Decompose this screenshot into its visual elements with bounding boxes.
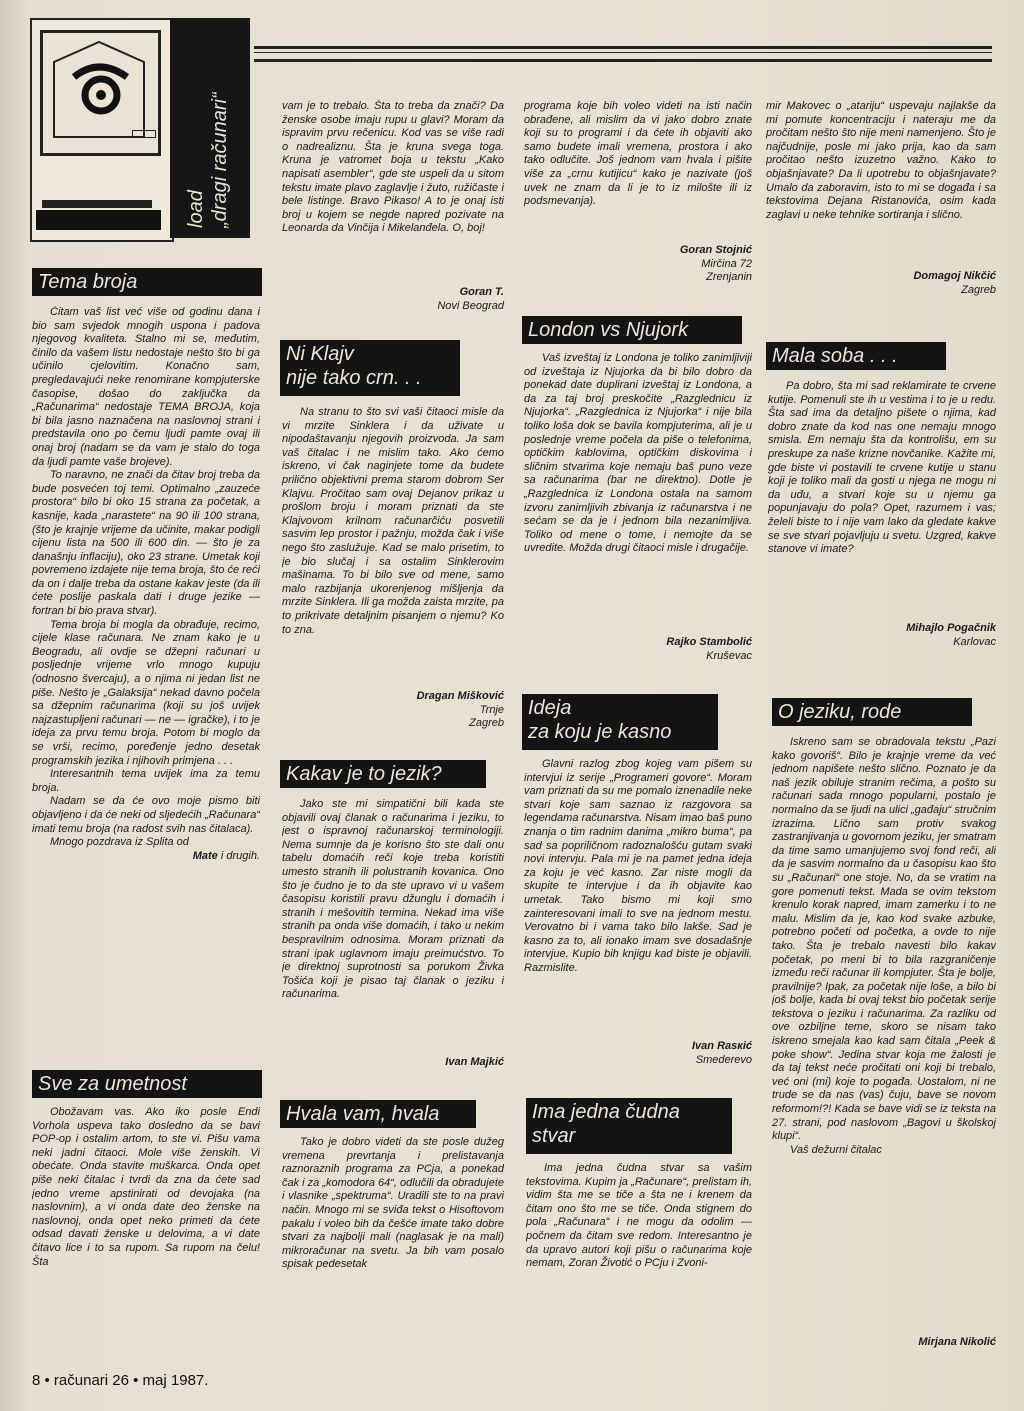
signature bbox=[772, 1336, 996, 1350]
heading-kakav-je-to-jezik: Kakav je to jezik? bbox=[280, 760, 486, 788]
letter-sve-za-umetnost bbox=[32, 1106, 260, 1344]
heading-sve-za-umetnost: Sve za umetnost bbox=[32, 1070, 262, 1098]
paragraph: Jako ste mi simpatični bili kada ste objavili ovaj članak o računarima i jeziku, to jest o ispravnoj računarskoj terminologiji. Nema sumnje da je korisno što ste dali onu tabelu domaćih reči koje treba koristiti umesto stranih ili polustranih kovanica. Ono što je čudno je to da ste upravo vi u vašem časopisu koristili pravu džunglu i domaćih i stranih i mešovitih termina. Nekad ima više stranih pa onda više domaćih, i tako u nekim bespravilnim odnosima. Moram priznati da strani ipak uglavnom imaju preimućstvo. To je direktnoj suprotnosti sa porukom Živka Tošića koji je pisao taj članak o jeziku i računarima. bbox=[282, 798, 504, 1001]
signature bbox=[282, 286, 504, 313]
keyboard-top bbox=[42, 200, 152, 208]
signature-name: Mate bbox=[192, 849, 218, 862]
signature-name: Dragan Mišković bbox=[416, 690, 504, 702]
signature-place: Kruševac bbox=[706, 649, 752, 662]
letter-hvala-vam-hvala bbox=[282, 1136, 504, 1336]
logo-computer-illustration bbox=[30, 18, 174, 242]
letter-tema-broja bbox=[32, 306, 260, 1038]
signature-name: Domagoj Nikčić bbox=[913, 270, 996, 282]
signature bbox=[766, 270, 996, 297]
signature bbox=[32, 850, 260, 864]
signature-name: Mihajlo Pogačnik bbox=[906, 622, 996, 634]
letter-ideja-za-koju-je-kasno bbox=[524, 758, 752, 1028]
letter-o-jeziku-rode bbox=[772, 736, 996, 1332]
signature-name: Ivan Rasкić bbox=[692, 1040, 752, 1052]
signature-place: Smederevo bbox=[695, 1053, 752, 1066]
heading-ideja-za-koju-je-kasno: Ideja za koju je kasno bbox=[522, 694, 718, 750]
heading-ima-jedna-cudna-stvar: Ima jedna čudna stvar bbox=[526, 1098, 732, 1154]
signature-place: Trnje Zagreb bbox=[469, 703, 504, 730]
paragraph: programa koje bih voleo videti na isti način obrađene, ali mislim da vi jako dobro znate koji su to programi i da ćete ih objaviti ako samo budete imali vremena, prostora i ako tako odlučite. Još jednom vam hvala i pišite više za „crnu kutijicu“ kako je nazivate (još uvek ne znam da li je to iz milošte ili iz podsmevanja). bbox=[524, 100, 752, 208]
letter-klajv bbox=[282, 406, 504, 690]
paragraph: Pa dobro, šta mi sad reklamirate te crvene kutije. Pomenuli ste ih u vestima i to je u redu. Šta sad ima da detaljno pišete o njima, kad dobro znate da kod nas one nemaju mnogo smisla. Em nemaju šta da kontrolišu, em su preskupe za naše krizne novčanike. Kažite mi, gde biste vi postavili te crvene kutije u stanu koji je toliko mali da gosti u njega ne mogu ni da uđu, a stvari koje su u njemu ga popunjavaju do pola? Opet, razumem i vas; želeli biste to i nije vam lako da gledate kakve se sve stvari pojavljuju u svetu. Uzgred, kakve stanove vi imate? bbox=[768, 380, 996, 556]
column-title-bar bbox=[170, 18, 250, 238]
paragraph: Vaš izveštaj iz Londona je toliko zanimljiviji od izveštaja iz Njujorka da bi bilo dobro da ponekad date duplirani izveštaj iz Londona, a da za taj broj preskočite „Razglednicu iz Njujorka“. „Razglednica iz Njujorka“ i nije bila toliko loša dok se bavila kompjuterima, ali je u poslednje vreme počela da piše o telefonima, optičkim kablovima, optičkim diskovima i sličnim stvarima koje nemaju baš puno veze sa računarima (bar ne direktno). Dotle je „Razglednica iz Londona ostala na samom izvoru zanimljivih zbivanja iz računarstva i ne sećam se da je i jednom bila nezanimljiva. Toliko od mene o tome, i nemojte da se uvredite. Možda drugi čitaoci misle i drugačije. bbox=[524, 352, 752, 555]
letter-kakav-je-to-jezik bbox=[282, 798, 504, 1058]
paragraph: vam je to trebalo. Šta to treba da znači? Da ženske osobe imaju rupu u glavi? Moram da ispravim prvu rečenicu. Kod vas se više radi o nadrealiznu. Šta je kruna svega toga. Kruna je vatromet boja u tekstu „Kako napisati asembler“, gde ste uspeli da u sitom tekstu imate plavo zaglavlje i žuto, ružičaste i bele listinge. Bravo Pikaso! A to je onaj isti broj u kojem se negde napred pozivate na Leonarda da Vinčija i Mikelanđela. O, boj! bbox=[282, 100, 504, 235]
signature-place: Karlovac bbox=[953, 635, 996, 648]
signature-name: Goran T. bbox=[459, 286, 504, 298]
paragraph: Obožavam vas. Ako iko posle Endi Vorhola uspeva tako dosledno da se bavi POP-op i ostalim artom, to ste vi. Pišu vama neki jadni čitaoci. Mole više ženskih. Vi obećate. Onda stavite muškarca. Onda opet piše neki čitalac i tvrdi da zna da ćete sad jedno vreme apstinirati od devojaka (na naslovnim), a vi onda date deo ženske na naslovnoj, onda opet neko primeti da ćete odsad davati ženske u delovima, a vi date čitavo lice i to sa rupom. Sa rupom na čelu! Šta bbox=[32, 1106, 260, 1268]
signature-name: Rajko Stambolić bbox=[666, 636, 752, 648]
heading-london-vs-njujork: London vs Njujork bbox=[522, 316, 742, 344]
paragraph: Na stranu to što svi vaši čitaoci misle da vi mrzite Sinklera i da uživate u nipodaštavanju njegovih proizvoda. Ja sam vaš čitalac i ne mislim tako. Ako ćemo iskreno, vi čak naginjete tome da budete prilično objektivni prema starom dobrom Ser Klajvu. Pročitao sam ovaj Dejanov prikaz u prošlom broju i moram priznati da ste Klajvovom krilnom računarčiću posvetili sasvim lep prostor i pažnju, možda čak i više nego što zaslužuje. Kad se malo prisetim, to je bio slučaj i sa ostalim Sinklerovim mašinama. To bi bilo sve od mene, samo malo razbijanja ukorenjenog mišljenja da mrzite Sinklera. Ili ga možda zaista mrzite, pa to prikrivate detaljnim pisanjem o njemu? Ko to zna. bbox=[282, 406, 504, 636]
paragraph: Interesantnih tema uvijek ima za temu broja. bbox=[32, 768, 260, 794]
heading-mala-soba: Mala soba . . . bbox=[766, 342, 946, 370]
paragraph: Tako je dobro videti da ste posle dužeg vremena prevrtanja i prelistavanja raznoraznih programa za PCja, a ponekad čak i za „komodora 64“, odlučili da obradujete i vlasnike „spektruma“. Uradili ste to na pravi način. Mnogo mi se sviđa tekst o Hisoftovom pakalu i voleo bih da češće imate tako dobre stvari za najbolji mali (naglasak je na mali) mikroračunar na svetu. Ja bih vam posalo spisak pedesetak bbox=[282, 1136, 504, 1271]
paragraph: Iskreno sam se obradovala tekstu „Pazi kako govoriš“. Bilo je krajnje vreme da već jednom napišete nešto slično. Poznato je da naš jezik obiluje stranim rečima, a pošto su računari sada mnogo popularni, postalo je normalno da se ljudi na ulici „gađaju“ stručnim izrazima. Lično sam protiv svakog zastranjivanja u govornom jeziku, jer smatram da time samo umanjujemo svoj fond reči, ali da je sasvim normalno da u časopisu kao što su „Računari“ one stoje. No, da se vratim na gore pomenuti tekst. Mada se ovim tekstom krenulo korak napred, imam zamerku i to ne malu. Mislim da je, kao kod svake azbuke, potrebno početi od početka, a ovde to nije tako. Šta je trebalo navesti bilo kakav početak, po meni bi to bila razgraničenje između reči računar ili kompjuter. Šta je bolje, pravilnije? Ipak, za početak nije loše, a bilo bi još bolje, kada bi ovaj tekst bio početak serije tekstova o jeziku i računarima. Za razliku od ove ozbiljne teme, skoro se nisam tako iskreno smejala kao kad sam čitala „Peek & poke show“. Jedina stvar koja me žalosti je da taj tekst neće pročitati oni koji bi trebalo, već oni (mi) koje to pogađa. Uostalom, ni ne trude se da nas (vas) čuju, bave se novom reformom!?! Kada se bave vidi se iz teksta na 27. strani, pod naslovom „Bagovi u školskoj klupi“. bbox=[772, 736, 996, 1143]
letter-continuation bbox=[282, 100, 504, 288]
paragraph: Mnogo pozdrava iz Splita od bbox=[50, 836, 189, 849]
paragraph: Tema broja bi mogla da obrađuje, recimo, cijele klase računara. Ne znam kako je u Beogradu, ali ovdje se džepni računari u posljednje vrijeme vrlo mnogo kupuju (odnosno švercaju), a o njima ni jedan list ne piše. Nešto je „Galaksija“ nekad davno počela sa džepnim računarima (koji su još uvijek najzastupljeni računari — ne — igračke), i to je ideja za prvu temu broja. Potom bi moglo da se vrši, recimo, poređenje jedno desetak programskih jezika i njihovih primjena . . . bbox=[32, 618, 260, 767]
signature-place: Novi Beograd bbox=[437, 299, 504, 312]
column-title: load „dragi računari“ bbox=[185, 92, 231, 228]
paragraph: Čitam vaš list već više od godinu dana i bio sam svjedok mnogih uspona i padova njegovog kvaliteta. Stalno mi se, međutim, činilo da vašem listu nedostaje nešto što bi ga učinilo cjelovitim. Konačno sam, pregledavajući neke renomirane kompjuterske časopise, došao do zaključka da „Računarima“ nedostaje TEMA BROJA, koja bi bila jasno naznačena na naslovnoj strani i predstavila ono po čemu ljudi pamte ovaj ili onaj broj (nadam se da vam je stalo do toga da ljudi pamte vaše brojeve). bbox=[32, 306, 260, 468]
signature-name: Goran Stojnić bbox=[679, 244, 752, 256]
heading-hvala-vam-hvala: Hvala vam, hvala bbox=[280, 1100, 476, 1128]
signature-place: Mirčina 72 Zrenjanin bbox=[701, 257, 752, 284]
signature bbox=[282, 1056, 504, 1070]
page-footer: 8 • računari 26 • maj 1987. bbox=[32, 1372, 209, 1389]
disk-slot bbox=[132, 130, 156, 138]
signature-place: Zagreb bbox=[961, 283, 996, 296]
heading-tema-broja: Tema broja bbox=[32, 268, 262, 296]
header-rules bbox=[254, 46, 992, 62]
signature-name: Mirjana Nikolić bbox=[918, 1336, 996, 1348]
heading-o-jeziku-rode: O jeziku, rode bbox=[772, 698, 972, 726]
paragraph: Ima jedna čudna stvar sa vašim tekstovima. Kupim ja „Računare“, prelistam ih, vidim šta me se tiče a šta ne i krenem da čitam ono što me se tiče. Onda stignem do pola „Računara“ i ne mogu da odolim — počnem da čitam sve redom. Interesantno je da upravo autori koji pišu o računarima koje nemam, Zoran Životić o PCju i Zvoni- bbox=[526, 1162, 752, 1270]
signature bbox=[524, 244, 752, 285]
signature bbox=[282, 690, 504, 731]
paragraph: Nadam se da će ovo moje pismo biti objavljeno i da će neki od sljedećih „Računara“ imati temu broja (na radost svih nas čitalaca). bbox=[32, 795, 260, 835]
keyboard bbox=[36, 210, 161, 230]
signature bbox=[524, 1040, 752, 1067]
signature-name: Ivan Majkić bbox=[445, 1056, 504, 1068]
letter-ima-jedna-cudna-stvar bbox=[526, 1162, 752, 1342]
paragraph: Vaš dežurni čitalac bbox=[790, 1143, 882, 1156]
letter-london-vs-njujork bbox=[524, 352, 752, 636]
letter-continuation bbox=[524, 100, 752, 242]
signature bbox=[768, 622, 996, 649]
heading-klajv: Ni Klajv nije tako crn. . . bbox=[280, 340, 460, 396]
paragraph: To naravno, ne znači da čitav broj treba da bude posvećen toj temi. Optimalno „zauzeće prostora“ bilo bi oko 15 strana za početak, a kasnije, kada „narastete“ na 90 ili 100 strana, (što je krajnje vrijeme da učinite, makar podigli cijenu lista na 500 ili 600 din. — što je za današnju inflaciju), oko 23 strane. Umetak koji povremeno izdajete nije tema broja, što će reći da on i dalje treba da ostane kakav jeste (da ili ćete poslije paskala dati i druge jezike — fortran bi bio prava stvar). bbox=[32, 469, 260, 618]
signature bbox=[524, 636, 752, 663]
letter-mala-soba bbox=[768, 380, 996, 620]
paragraph: Glavni razlog zbog kojeg vam pišem su intervjui iz serije „Programeri govore“. Moram vam priznati da su me pomalo iznenadile neke stvari koje sam saznao iz razgovora sa legendama računarstva. Nisam imao baš puno znanja o tim radnim danima „mikro buma“, pa sad sa popriličnom radoznalošću gutam svaki novi intervju. Pala mi je na pamet jedna ideja za koju je već kasno. Zar niste mogli da skupite te intervjue i da ih objavite kao umetak. Tako bismo mi koji smo zainteresovani imali to sve na jednom mestu. Verovatno bi i vama tako bilo lakše. Sad je kasno za to, ali ionako imam sve dosadašnje intervjue. Kupio bih knjigu kad biste je objavili. Razmislite. bbox=[524, 758, 752, 974]
letter-continuation bbox=[766, 100, 996, 272]
paragraph: mir Makovec o „atariju“ uspevaju najlakše da mi pomute koncentraciju i nateraju me da pročitam nešto što nije meni namenjeno. Što je najčudnije, posle mi jako prija, kao da sam pročitao nešto izuzetno važno. Kako to objašnjavate? Da li upotrebu to objašnjavate? Umalo da zaboravim, isto to mi se događa i sa tekstovima Dejana Ristanovića, osim kada zaglavi u neke tehnike sortiranja i slično. bbox=[766, 100, 996, 221]
signature-rest: i drugih. bbox=[217, 849, 260, 862]
